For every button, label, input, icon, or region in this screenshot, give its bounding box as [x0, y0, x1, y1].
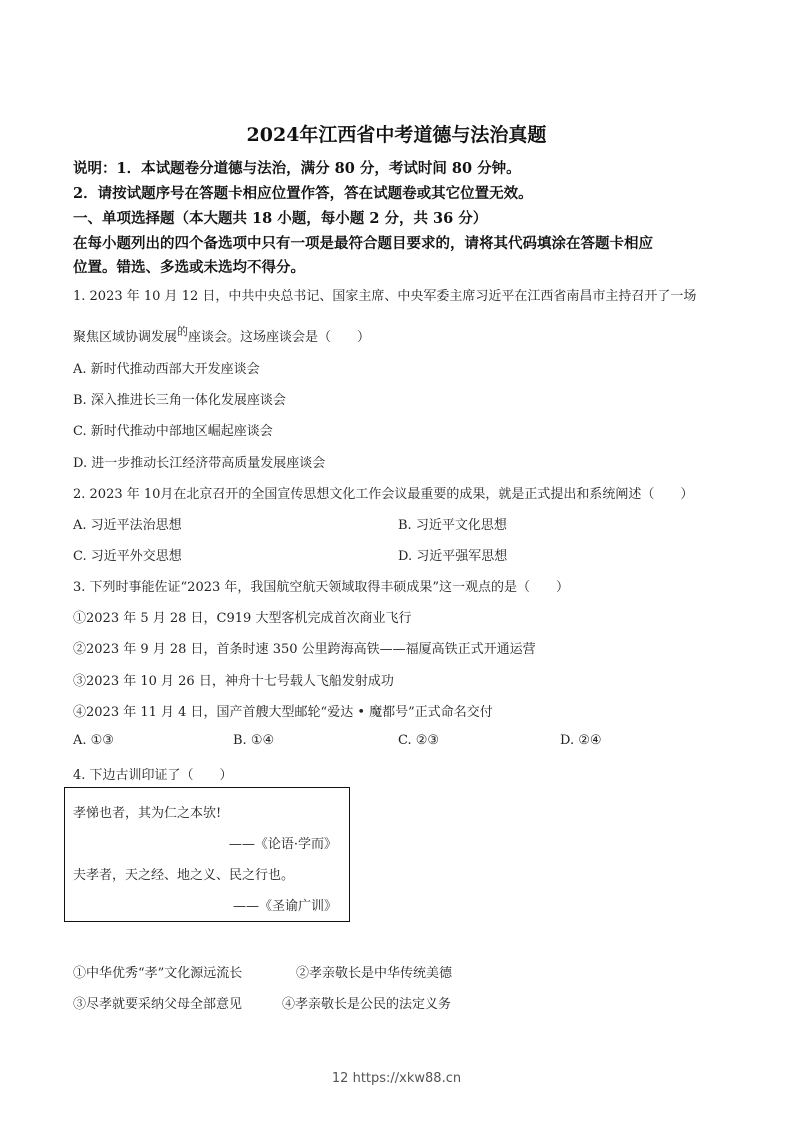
question-3-option-b[interactable]: B. ①④ — [233, 733, 275, 748]
quote-1-source: ——《论语·学而》 — [228, 837, 337, 852]
question-4-statement-2: ②孝亲敬长是中华传统美德 — [296, 966, 453, 981]
quote-box — [64, 787, 350, 922]
quote-2-text: 夫孝者，天之经、地之义、民之行也。 — [73, 868, 295, 883]
question-3-statement-4: ④2023 年 11 月 4 日，国产首艘大型邮轮“爱达 • 魔都号”正式命名交付 — [73, 705, 493, 720]
question-4-stem: 4. 下边古训印证了（ ） — [73, 768, 233, 783]
question-3-statement-3: ③2023 年 10 月 26 日，神舟十七号载人飞船发射成功 — [73, 674, 394, 689]
page-title: 2024年江西省中考道德与法治真题 — [246, 124, 547, 146]
question-2-option-b[interactable]: B. 习近平文化思想 — [398, 518, 507, 533]
question-3-option-a[interactable]: A. ①③ — [73, 733, 114, 748]
question-3-statement-2: ②2023 年 9 月 28 日，首条时速 350 公里跨海高铁——福厦高铁正式开通运营 — [73, 642, 536, 657]
instruction-2: 2．请按试题序号在答题卡相应位置作答，答在试题卷或其它位置无效。 — [73, 185, 533, 202]
quote-1-text: 孝悌也者，其为仁之本欤! — [73, 806, 222, 821]
question-2-option-c[interactable]: C. 习近平外交思想 — [73, 549, 182, 564]
question-3-option-d[interactable]: D. ②④ — [560, 733, 602, 748]
question-1-option-b[interactable]: B. 深入推进长三角一体化发展座谈会 — [73, 393, 286, 408]
question-4-statement-3: ③尽孝就要采纳父母全部意见 — [73, 997, 243, 1012]
question-3-stem: 3. 下列时事能佐证“2023 年，我国航空航天领域取得丰硕成果”这一观点的是（ ） — [73, 580, 570, 595]
question-2-option-a[interactable]: A. 习近平法治思想 — [73, 518, 182, 533]
instruction-1: 说明：1．本试题卷分道德与法治，满分 80 分，考试时间 80 分钟。 — [73, 160, 521, 177]
question-3-option-c[interactable]: C. ②③ — [398, 733, 440, 748]
question-2-stem: 2. 2023 年 10月在北京召开的全国宣传思想文化工作会议最重要的成果，就是正式提出和系统阐述（ ） — [73, 487, 694, 502]
question-3-statement-1: ①2023 年 5 月 28 日，C919 大型客机完成首次商业飞行 — [73, 611, 412, 626]
question-4-statement-4: ④孝亲敬长是公民的法定义务 — [282, 997, 452, 1012]
page-footer: 12 https://xkw88.cn — [331, 1071, 462, 1086]
section-note-line1: 在每小题列出的四个备选项中只有一项是最符合题目要求的，请将其代码填涂在答题卡相应 — [73, 235, 653, 252]
question-2-option-d[interactable]: D. 习近平强军思想 — [398, 549, 508, 564]
question-1-option-a[interactable]: A. 新时代推动西部大开发座谈会 — [73, 362, 260, 377]
section-note-line2: 位置。错选、多选或未选均不得分。 — [73, 259, 305, 276]
question-1-stem-line1: 1. 2023 年 10 月 12 日，中共中央总书记、国家主席、中央军委主席习近平在江西省南昌市主持召开了一场 — [73, 289, 697, 304]
question-1-stem-line2 — [73, 326, 370, 345]
question-4-statement-1: ①中华优秀“孝”文化源远流长 — [73, 966, 243, 981]
section-heading: 一、单项选择题（本大题共 18 小题，每小题 2 分，共 36 分） — [73, 210, 488, 227]
question-1-option-c[interactable]: C. 新时代推动中部地区崛起座谈会 — [73, 424, 273, 439]
question-1-option-d[interactable]: D. 进一步推动长江经济带高质量发展座谈会 — [73, 456, 326, 471]
question-1-stem-sup: 的 — [177, 325, 189, 338]
question-1-stem-pre: 聚焦区域协调发展 — [73, 330, 178, 345]
quote-2-source: ——《圣谕广训》 — [232, 899, 337, 914]
question-1-stem-post: 座谈会。这场座谈会是（ ） — [188, 330, 371, 345]
